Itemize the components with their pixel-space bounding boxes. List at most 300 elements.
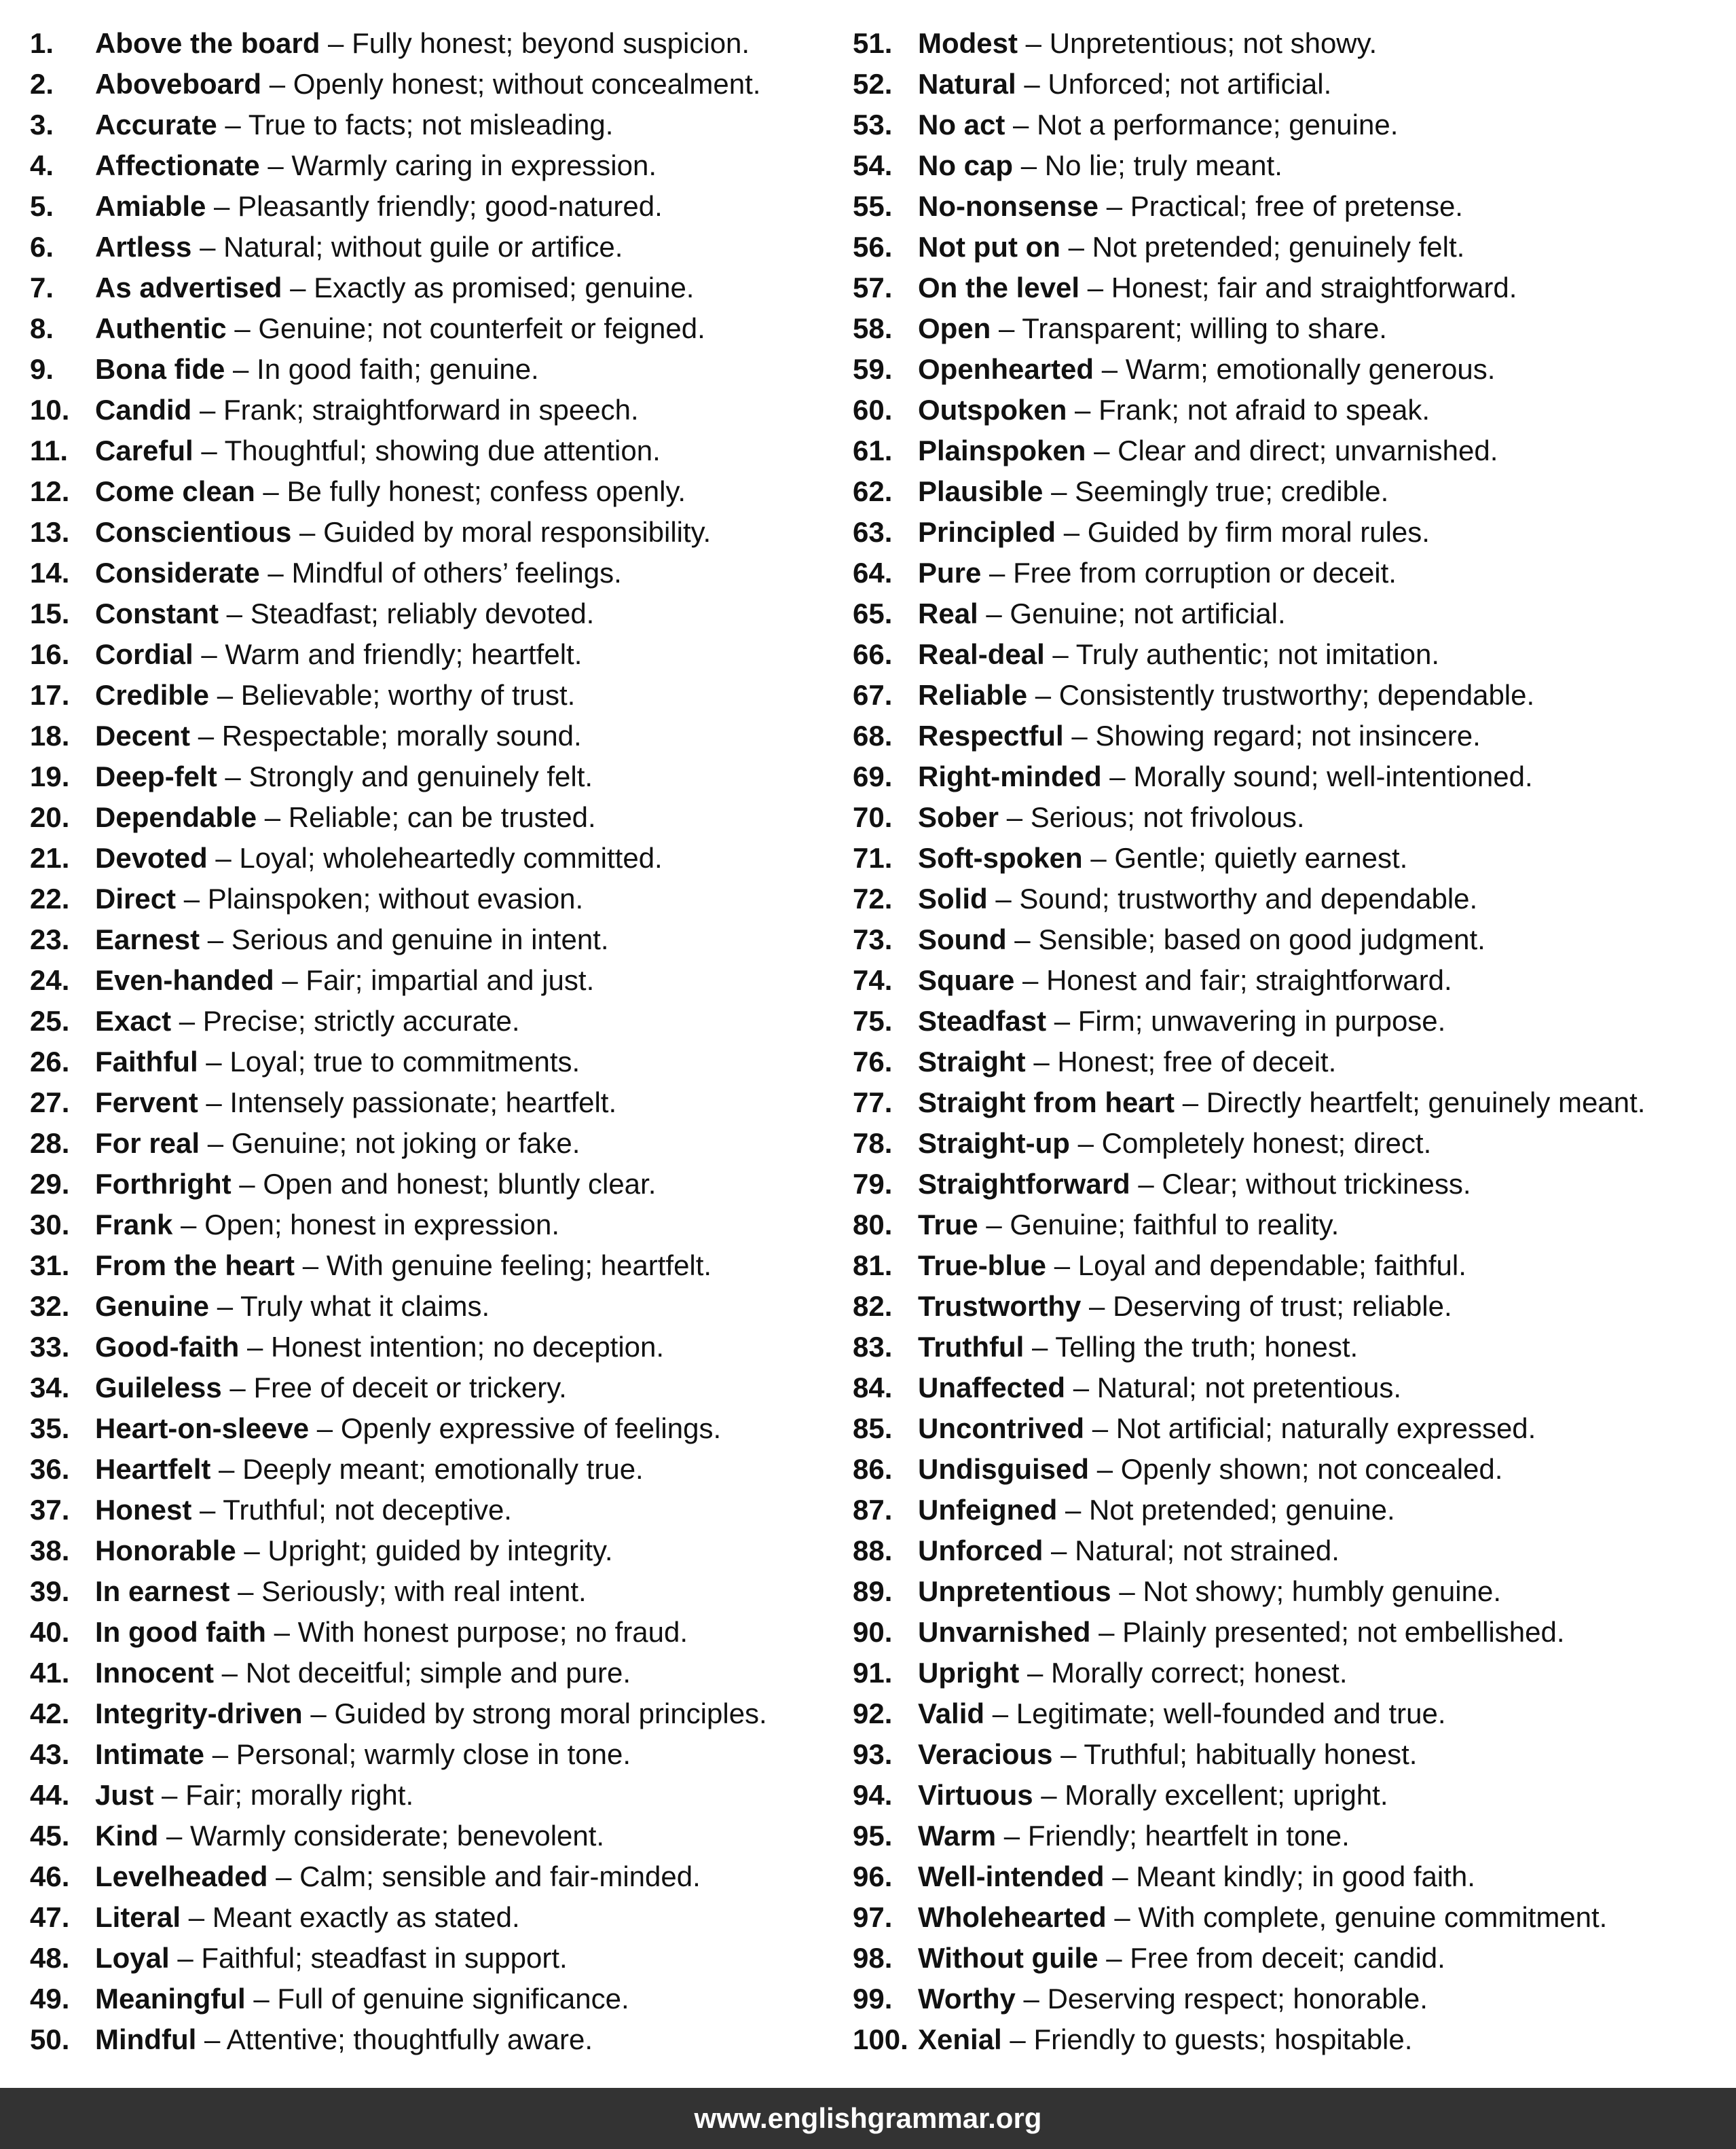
item-term: Candid: [95, 394, 192, 426]
item-separator: –: [209, 1290, 240, 1322]
item-definition: Gentle; quietly earnest.: [1114, 842, 1408, 874]
list-item: [853, 1734, 1729, 1775]
item-separator: –: [991, 312, 1022, 344]
item-separator: –: [999, 801, 1031, 833]
list-item: [853, 512, 1729, 553]
item-separator: –: [236, 1535, 268, 1566]
item-term: Trustworthy: [918, 1290, 1082, 1322]
item-definition: Guided by strong moral principles.: [334, 1697, 767, 1729]
item-number: 77.: [853, 1086, 893, 1118]
list-item: [30, 756, 831, 797]
list-item: [853, 593, 1729, 634]
item-number: 93.: [853, 1738, 893, 1770]
item-text: [918, 1856, 1475, 1897]
list-item: [853, 268, 1729, 308]
item-term: Just: [95, 1779, 154, 1811]
item-number: 24.: [30, 964, 70, 996]
item-term: Truthful: [918, 1331, 1024, 1363]
item-separator: –: [169, 1942, 202, 1974]
list-item: [30, 1856, 831, 1897]
item-text: [95, 1205, 559, 1245]
item-text: [95, 1490, 512, 1530]
item-text: [95, 23, 750, 64]
item-number: 43.: [30, 1738, 70, 1770]
item-definition: Pleasantly friendly; good-natured.: [238, 190, 663, 222]
list-item: [30, 390, 831, 430]
item-definition: Guided by firm moral rules.: [1087, 516, 1430, 548]
list-item: [853, 1123, 1729, 1164]
list-item: [853, 879, 1729, 919]
list-item: [30, 1408, 831, 1449]
list-item: [30, 349, 831, 390]
item-term: Good-faith: [95, 1331, 240, 1363]
list-item: [30, 186, 831, 227]
item-term: Undisguised: [918, 1453, 1090, 1485]
item-text: [918, 1286, 1452, 1327]
list-item: [853, 960, 1729, 1001]
list-item: [853, 390, 1729, 430]
item-separator: –: [225, 353, 257, 385]
item-separator: –: [1106, 1901, 1139, 1933]
item-definition: Thoughtful; showing due attention.: [224, 435, 661, 466]
item-term: Principled: [918, 516, 1056, 548]
item-separator: –: [198, 1046, 230, 1078]
list-item: [30, 1571, 831, 1612]
list-item: [853, 23, 1729, 64]
list-item: [853, 1775, 1729, 1816]
item-separator: –: [1101, 760, 1134, 792]
item-separator: –: [176, 883, 208, 915]
item-number: 8.: [30, 312, 54, 344]
list-item: [853, 1938, 1729, 1979]
item-definition: Loyal; true to commitments.: [229, 1046, 580, 1078]
item-definition: Warm and friendly; heartfelt.: [225, 638, 583, 670]
item-term: Integrity-driven: [95, 1697, 303, 1729]
item-number: 73.: [853, 923, 893, 955]
item-separator: –: [261, 68, 293, 100]
list-item: [853, 1897, 1729, 1938]
item-term: Upright: [918, 1657, 1020, 1689]
item-text: [918, 145, 1282, 186]
item-separator: –: [1025, 1046, 1058, 1078]
item-separator: –: [219, 598, 251, 629]
item-definition: Friendly to guests; hospitable.: [1033, 2023, 1413, 2055]
word-list-left-column: [30, 23, 831, 2060]
item-term: Affectionate: [95, 149, 260, 181]
item-term: Innocent: [95, 1657, 214, 1689]
item-separator: –: [191, 231, 224, 263]
item-definition: Not deceitful; simple and pure.: [245, 1657, 631, 1689]
list-item: [853, 716, 1729, 756]
item-number: 100.: [853, 2023, 908, 2055]
item-definition: Unpretentious; not showy.: [1049, 27, 1378, 59]
list-item: [30, 1327, 831, 1367]
item-number: 35.: [30, 1412, 70, 1444]
list-item: [30, 1082, 831, 1123]
list-item: [853, 1042, 1729, 1082]
list-item: [30, 471, 831, 512]
item-definition: Strongly and genuinely felt.: [248, 760, 593, 792]
list-item: [30, 634, 831, 675]
item-definition: Open; honest in expression.: [204, 1209, 560, 1241]
item-separator: –: [209, 679, 241, 711]
list-item: [30, 1042, 831, 1082]
item-number: 48.: [30, 1942, 70, 1974]
list-item: [30, 1938, 831, 1979]
item-term: Worthy: [918, 1983, 1016, 2015]
item-text: [95, 634, 582, 675]
item-number: 46.: [30, 1860, 70, 1892]
item-term: Heart-on-sleeve: [95, 1412, 310, 1444]
item-definition: Honest; free of deceit.: [1057, 1046, 1337, 1078]
item-number: 80.: [853, 1209, 893, 1241]
item-definition: Natural; not strained.: [1075, 1535, 1340, 1566]
list-item: [853, 145, 1729, 186]
item-number: 75.: [853, 1005, 893, 1037]
item-number: 34.: [30, 1372, 70, 1403]
item-text: [918, 1042, 1336, 1082]
item-term: Exact: [95, 1005, 172, 1037]
item-term: Uncontrived: [918, 1412, 1085, 1444]
item-separator: –: [1079, 272, 1111, 304]
item-number: 89.: [853, 1575, 893, 1607]
item-definition: Steadfast; reliably devoted.: [250, 598, 595, 629]
item-separator: –: [1024, 1331, 1056, 1363]
item-separator: –: [1018, 27, 1050, 59]
item-definition: Open and honest; bluntly clear.: [263, 1168, 657, 1200]
list-item: [30, 879, 831, 919]
list-item: [30, 1490, 831, 1530]
item-number: 91.: [853, 1657, 893, 1689]
item-text: [918, 1653, 1348, 1693]
item-text: [95, 1816, 604, 1856]
item-definition: Loyal and dependable; faithful.: [1077, 1249, 1466, 1281]
item-number: 20.: [30, 801, 70, 833]
item-term: Real: [918, 598, 978, 629]
item-text: [918, 64, 1331, 105]
item-text: [95, 879, 583, 919]
item-term: Unfeigned: [918, 1494, 1058, 1526]
item-text: [95, 1693, 767, 1734]
item-term: True-blue: [918, 1249, 1047, 1281]
item-text: [918, 634, 1439, 675]
item-term: True: [918, 1209, 978, 1241]
item-number: 28.: [30, 1127, 70, 1159]
item-text: [918, 512, 1430, 553]
item-definition: Sensible; based on good judgment.: [1038, 923, 1485, 955]
item-number: 72.: [853, 883, 893, 915]
item-text: [95, 1082, 616, 1123]
item-text: [918, 1245, 1466, 1286]
item-separator: –: [191, 394, 224, 426]
list-item: [853, 227, 1729, 268]
item-number: 13.: [30, 516, 70, 548]
item-text: [95, 919, 609, 960]
item-definition: Openly expressive of feelings.: [340, 1412, 722, 1444]
item-text: [918, 1693, 1446, 1734]
item-definition: Deserving respect; honorable.: [1047, 1983, 1428, 2015]
item-separator: –: [1111, 1575, 1143, 1607]
item-text: [95, 1245, 712, 1286]
item-separator: –: [1006, 923, 1039, 955]
list-item: [853, 1245, 1729, 1286]
item-number: 19.: [30, 760, 70, 792]
list-item: [30, 1205, 831, 1245]
list-item: [853, 919, 1729, 960]
item-definition: Serious and genuine in intent.: [231, 923, 609, 955]
item-number: 51.: [853, 27, 893, 59]
item-separator: –: [171, 1005, 203, 1037]
item-definition: Frank; not afraid to speak.: [1098, 394, 1430, 426]
item-definition: Openly honest; without concealment.: [293, 68, 761, 100]
item-number: 42.: [30, 1697, 70, 1729]
item-number: 54.: [853, 149, 893, 181]
item-number: 39.: [30, 1575, 70, 1607]
item-definition: Upright; guided by integrity.: [267, 1535, 613, 1566]
item-text: [918, 593, 1286, 634]
item-text: [918, 1408, 1536, 1449]
item-text: [95, 1734, 631, 1775]
item-definition: Firm; unwavering in purpose.: [1077, 1005, 1446, 1037]
item-definition: No lie; truly meant.: [1044, 149, 1282, 181]
word-list: [0, 23, 1736, 2057]
item-text: [95, 268, 694, 308]
item-separator: –: [239, 1331, 271, 1363]
item-term: Frank: [95, 1209, 173, 1241]
item-definition: Meant kindly; in good faith.: [1136, 1860, 1475, 1892]
item-separator: –: [1098, 1942, 1130, 1974]
item-number: 3.: [30, 109, 54, 141]
item-text: [95, 675, 575, 716]
list-item: [853, 471, 1729, 512]
item-definition: Free of deceit or trickery.: [253, 1372, 567, 1403]
item-definition: Not pretended; genuine.: [1089, 1494, 1395, 1526]
item-term: Unvarnished: [918, 1616, 1091, 1648]
item-text: [918, 1775, 1388, 1816]
item-text: [918, 1571, 1501, 1612]
item-term: Plainspoken: [918, 435, 1086, 466]
list-item: [853, 1530, 1729, 1571]
item-text: [95, 1775, 413, 1816]
item-separator: –: [1033, 1779, 1065, 1811]
item-text: [95, 1856, 701, 1897]
item-number: 60.: [853, 394, 893, 426]
item-text: [918, 675, 1534, 716]
item-separator: –: [214, 1657, 246, 1689]
item-definition: Friendly; heartfelt in tone.: [1027, 1820, 1350, 1852]
item-number: 40.: [30, 1616, 70, 1648]
item-definition: Morally sound; well-intentioned.: [1133, 760, 1533, 792]
item-number: 10.: [30, 394, 70, 426]
item-term: Sober: [918, 801, 999, 833]
item-text: [95, 1897, 520, 1938]
item-number: 98.: [853, 1942, 893, 1974]
item-separator: –: [1056, 516, 1088, 548]
list-item: [853, 2019, 1729, 2060]
item-separator: –: [1098, 190, 1130, 222]
list-item: [853, 1979, 1729, 2019]
item-number: 12.: [30, 475, 70, 507]
item-text: [918, 1938, 1445, 1979]
item-separator: –: [221, 1372, 254, 1403]
item-separator: –: [190, 720, 222, 752]
list-item: [30, 1816, 831, 1856]
item-separator: –: [274, 964, 306, 996]
item-separator: –: [255, 475, 287, 507]
item-definition: Truthful; not deceptive.: [223, 1494, 512, 1526]
item-number: 27.: [30, 1086, 70, 1118]
item-term: Careful: [95, 435, 193, 466]
item-term: Right-minded: [918, 760, 1102, 792]
item-definition: Mindful of others’ feelings.: [291, 557, 622, 589]
item-definition: Genuine; not joking or fake.: [231, 1127, 580, 1159]
item-separator: –: [1013, 149, 1045, 181]
item-definition: Calm; sensible and fair-minded.: [299, 1860, 701, 1892]
item-number: 79.: [853, 1168, 893, 1200]
item-term: Unforced: [918, 1535, 1044, 1566]
item-number: 52.: [853, 68, 893, 100]
item-number: 16.: [30, 638, 70, 670]
item-definition: Meant exactly as stated.: [212, 1901, 520, 1933]
item-definition: True to facts; not misleading.: [248, 109, 614, 141]
item-definition: Directly heartfelt; genuinely meant.: [1206, 1086, 1646, 1118]
item-definition: With complete, genuine commitment.: [1138, 1901, 1608, 1933]
item-definition: Sound; trustworthy and dependable.: [1019, 883, 1478, 915]
item-text: [918, 227, 1464, 268]
item-number: 4.: [30, 149, 54, 181]
list-item: [30, 1653, 831, 1693]
item-separator: –: [1104, 1860, 1137, 1892]
list-item: [853, 553, 1729, 593]
item-number: 14.: [30, 557, 70, 589]
list-item: [853, 797, 1729, 838]
item-definition: Free from corruption or deceit.: [1013, 557, 1397, 589]
list-item: [853, 430, 1729, 471]
item-text: [918, 105, 1398, 145]
item-separator: –: [1019, 1657, 1051, 1689]
item-text: [918, 1082, 1645, 1123]
item-text: [95, 1327, 664, 1367]
item-definition: Frank; straightforward in speech.: [223, 394, 639, 426]
item-definition: Truthful; habitually honest.: [1084, 1738, 1418, 1770]
item-text: [918, 1490, 1395, 1530]
item-term: Intimate: [95, 1738, 205, 1770]
item-separator: –: [196, 2023, 227, 2055]
list-item: [30, 308, 831, 349]
item-separator: –: [1086, 435, 1118, 466]
item-text: [95, 1123, 580, 1164]
item-definition: Exactly as promised; genuine.: [314, 272, 695, 304]
list-item: [30, 919, 831, 960]
item-separator: –: [191, 1494, 223, 1526]
item-separator: –: [1063, 720, 1096, 752]
list-item: [853, 634, 1729, 675]
item-text: [95, 593, 594, 634]
item-separator: –: [153, 1779, 186, 1811]
item-separator: –: [231, 1168, 263, 1200]
item-term: Deep-felt: [95, 760, 217, 792]
item-definition: Genuine; faithful to reality.: [1010, 1209, 1340, 1241]
item-number: 22.: [30, 883, 70, 915]
item-term: Straightforward: [918, 1168, 1130, 1200]
item-term: Amiable: [95, 190, 206, 222]
item-text: [918, 308, 1387, 349]
item-definition: Natural; without guile or artifice.: [223, 231, 623, 263]
footer-url[interactable]: www.englishgrammar.org: [694, 2102, 1042, 2134]
item-separator: –: [1005, 109, 1037, 141]
item-text: [95, 756, 593, 797]
item-text: [918, 1734, 1417, 1775]
item-number: 96.: [853, 1860, 893, 1892]
item-text: [918, 797, 1305, 838]
item-separator: –: [200, 923, 232, 955]
list-item: [30, 1530, 831, 1571]
item-text: [918, 349, 1495, 390]
item-number: 88.: [853, 1535, 893, 1566]
item-number: 50.: [30, 2023, 70, 2055]
item-term: Straight from heart: [918, 1086, 1175, 1118]
item-text: [95, 553, 622, 593]
item-text: [95, 716, 582, 756]
item-term: Openhearted: [918, 353, 1094, 385]
item-text: [918, 716, 1481, 756]
item-separator: –: [320, 27, 352, 59]
item-separator: –: [1044, 638, 1076, 670]
list-item: [30, 716, 831, 756]
item-number: 47.: [30, 1901, 70, 1933]
item-separator: –: [193, 435, 225, 466]
list-item: [853, 1286, 1729, 1327]
list-item: [30, 1897, 831, 1938]
item-definition: With honest purpose; no fraud.: [297, 1616, 688, 1648]
list-item: [30, 1775, 831, 1816]
item-definition: Honest intention; no deception.: [270, 1331, 665, 1363]
item-term: Genuine: [95, 1290, 210, 1322]
item-number: 21.: [30, 842, 70, 874]
item-term: Unpretentious: [918, 1575, 1111, 1607]
list-item: [30, 1245, 831, 1286]
item-text: [918, 390, 1430, 430]
item-separator: –: [1081, 1290, 1113, 1322]
item-text: [95, 1571, 587, 1612]
list-item: [853, 1449, 1729, 1490]
item-text: [95, 227, 623, 268]
item-term: Levelheaded: [95, 1860, 268, 1892]
item-term: As advertised: [95, 272, 282, 304]
list-item: [853, 1693, 1729, 1734]
list-item: [853, 1571, 1729, 1612]
item-number: 99.: [853, 1983, 893, 2015]
item-separator: –: [295, 1249, 327, 1281]
item-term: Authentic: [95, 312, 227, 344]
item-term: Respectful: [918, 720, 1064, 752]
item-term: Come clean: [95, 475, 255, 507]
item-definition: Seemingly true; credible.: [1075, 475, 1389, 507]
item-separator: –: [1090, 1616, 1123, 1648]
item-text: [95, 1408, 721, 1449]
list-item: [30, 675, 831, 716]
item-definition: Attentive; thoughtfully aware.: [226, 2023, 593, 2055]
item-separator: –: [210, 1453, 243, 1485]
list-item: [853, 1653, 1729, 1693]
item-number: 66.: [853, 638, 893, 670]
item-separator: –: [259, 149, 292, 181]
item-text: [918, 879, 1477, 919]
item-separator: –: [257, 801, 289, 833]
item-number: 82.: [853, 1290, 893, 1322]
item-number: 62.: [853, 475, 893, 507]
item-number: 55.: [853, 190, 893, 222]
